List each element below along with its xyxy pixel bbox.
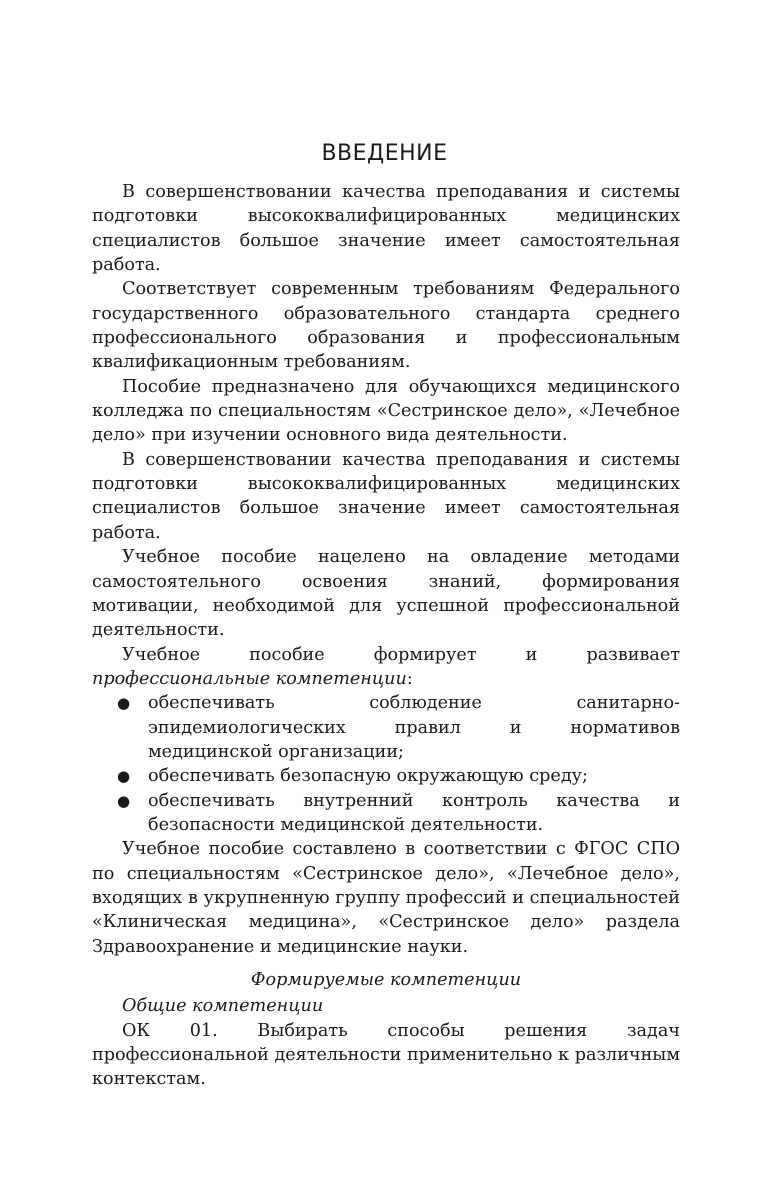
list-item-text: обеспечивать внутренний контроль качества и безопасности медицинской деятельности. <box>148 790 680 835</box>
paragraph: Учебное пособие нацелено на овладение методами самостоятельного освоения знаний, формирования мотивации, необходимой для успешной профессиональной деятельности. <box>92 547 680 641</box>
list-item-text: обеспечивать безопасную окружающую среду; <box>148 766 588 787</box>
paragraph: В совершенствовании качества преподавания и системы подготовки высококвалифицированных медицинских специалистов большое значение имеет самостоятельная работа. <box>92 182 680 276</box>
page-title: ВВЕДЕНИЕ <box>321 141 448 166</box>
competencies-intro-italic: профессиональные компетенции <box>92 668 407 689</box>
competencies-intro <box>92 643 680 692</box>
body-text <box>92 180 680 1092</box>
fgos-paragraph: Учебное пособие составлено в соответствии с ФГОС СПО по специальностям «Сестринское дело», «Лечебное дело», входящих в укрупненную группу профессий и специальностей «Клиническая медицина», «Сестринское дело» раздела Здравоохранение и медицинские науки. <box>92 839 680 957</box>
list-item-text: обеспечивать соблюдение санитарно-эпидемиологических правил и нормативов медицинской организации; <box>148 693 680 762</box>
subsection-heading: Общие компетенции <box>122 996 324 1017</box>
competencies-intro-text: Учебное пособие формирует и развивает <box>122 644 680 665</box>
bullet-icon: ● <box>117 791 131 810</box>
list-item <box>92 789 680 838</box>
bullet-icon: ● <box>117 767 131 786</box>
bullet-icon: ● <box>117 694 131 713</box>
section-heading: Формируемые компетенции <box>250 970 522 990</box>
paragraph: Пособие предназначено для обучающихся медицинского колледжа по специальностям «Сестринское дело», «Лечебное дело» при изучении основного вида деятельности. <box>92 376 680 446</box>
list-item <box>92 764 680 788</box>
ok01-paragraph: ОК 01. Выбирать способы решения задач профессиональной деятельности применительно к различным контекстам. <box>92 1020 680 1090</box>
paragraph: Соответствует современным требованиям Федерального государственного образовательного стандарта среднего профессионального образования и профессиональным квалификационным требованиям. <box>92 279 680 373</box>
competencies-list <box>92 691 680 837</box>
paragraph: В совершенствовании качества преподавания и системы подготовки высококвалифицированных медицинских специалистов большое значение имеет самостоятельная работа. <box>92 449 680 543</box>
competencies-intro-suffix: : <box>406 668 413 689</box>
list-item <box>92 691 680 764</box>
